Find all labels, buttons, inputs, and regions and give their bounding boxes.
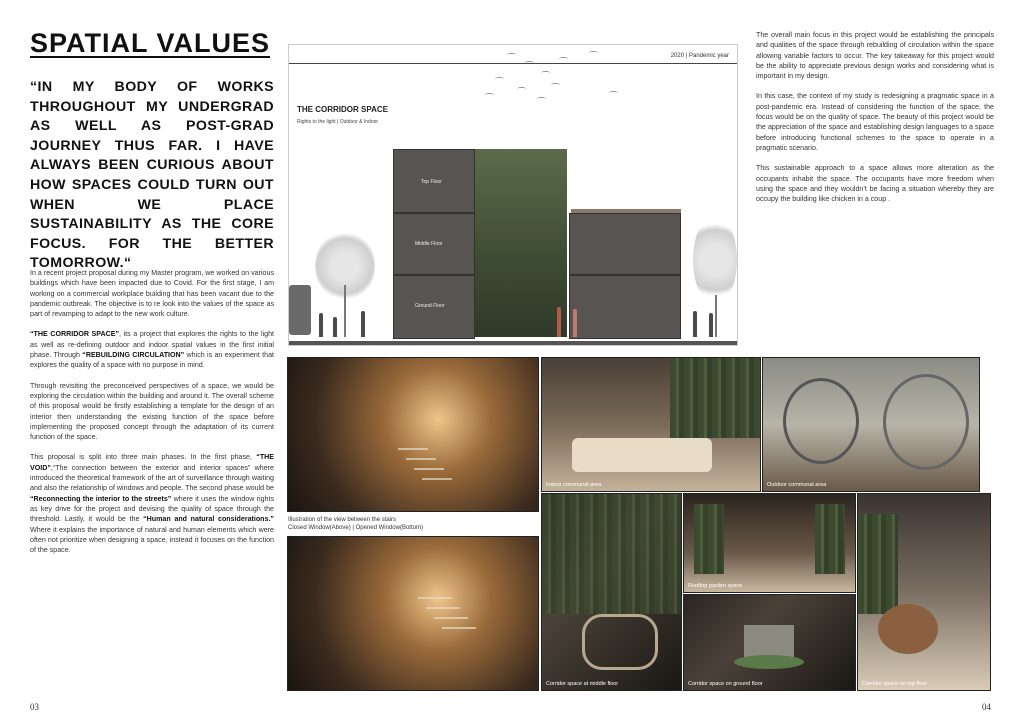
bird-icon: ⌒ <box>507 53 517 63</box>
person-icon <box>361 311 365 337</box>
left-body-text <box>30 268 274 565</box>
section-subtitle: Rights to the light | Outdoor & Indoor <box>297 119 379 125</box>
page-number-left: 03 <box>30 702 39 712</box>
floor-label: Middle Floor <box>415 241 443 247</box>
photo-caption: Rooftop garden space <box>688 583 743 589</box>
photo-caption: Corridor space on ground floor <box>688 681 763 687</box>
middle-floor-corridor-photo <box>541 493 682 691</box>
hanging-chair-icon <box>883 374 969 470</box>
paragraph: Through revisiting the preconceived perspectives of a space, we would be exploring the circulation within the building and around it. The overall scheme of this proposal would be firstly establishing a template for the design of an interior then understanding the existing function of the space before implementing the proposed concept through the adaptation of its current function of the space. <box>30 381 274 442</box>
bird-icon: ⌒ <box>525 61 535 71</box>
person-icon <box>557 307 561 337</box>
section-year: 2020 | Pandemic year <box>670 53 729 59</box>
bird-icon: ⌒ <box>485 93 495 103</box>
bird-icon: ⌒ <box>559 57 569 67</box>
hanging-chair-icon <box>783 378 859 464</box>
ground-line <box>289 341 737 345</box>
rooftop-garden-photo <box>683 493 856 593</box>
photo-caption: Indoor communal area <box>546 482 602 488</box>
lounge-chair-icon <box>582 614 658 670</box>
floor-label: Ground Floor <box>415 303 445 309</box>
bird-icon: ⌒ <box>537 97 547 107</box>
top-floor-corridor-photo <box>857 493 991 691</box>
paragraph: The overall main focus in this project would be establishing the principals and qualities of the space through rebuilding of circulation within the space allowing variable factors to occur. The key takeaway for this project would be the ability to appreciate previous design works and considering what is important in my design. <box>756 31 994 81</box>
tree-icon <box>693 215 737 305</box>
person-icon <box>573 309 577 337</box>
bird-icon: ⌒ <box>609 91 619 101</box>
green-corridor <box>475 149 567 337</box>
person-icon <box>693 311 697 337</box>
bird-icon: ⌒ <box>541 71 551 81</box>
table-icon <box>878 604 938 654</box>
outdoor-communal-photo <box>762 357 980 492</box>
bird-icon: ⌒ <box>495 77 505 87</box>
ground-floor-corridor-photo <box>683 594 856 691</box>
photo-caption: Corridor space at middle floor <box>546 681 619 687</box>
stairs-closed-window-photo <box>287 357 539 512</box>
east-middle-block <box>569 213 681 275</box>
paragraph: This sustainable approach to a space allows more alteration as the occupants inhabit the space. The occupants have more freedom when using the space and they wouldn’t be facing a situation whereby they are occupy the building like chicken in a coup . <box>756 164 994 204</box>
page-number-right: 04 <box>982 702 991 712</box>
paragraph: This proposal is split into three main phases. In the first phase, “THE VOID”,“The connection between the exterior and interior spaces” where introduced the theoretical framework of the art of surveillance through waiting and also the relationship of windows and people. The second phase would be “Reconnecting the interior to the streets” where it uses the window rights as key drive for the project and devising the quality of space through the threshold. Lastly, it would be the “Human and natural considerations.” Where it explains the importance of natural and human elements which were often not prioritize when designing a space, instead it focuses on the function of the space. <box>30 453 275 555</box>
indoor-communal-photo <box>541 357 761 492</box>
paragraph: In a recent project proposal during my Master program, we worked on various buildings which have been impacted due to Covid. For the first stage, I am working on a commercial workplace building that has been vacant due to the pandemic outbreak. The objective is to re look into the values of the space as part of revamping to adapt to the new work culture. <box>30 269 274 319</box>
roof-terrace <box>571 209 681 213</box>
stairs-opened-window-photo <box>287 536 539 691</box>
person-icon <box>709 313 713 337</box>
photo-caption: Corridor space on top floor <box>862 681 928 687</box>
tree-trunk <box>344 285 346 337</box>
floor-label: Top Floor <box>421 179 442 185</box>
paragraph: In this case, the context of my study is redesigning a pragmatic space in a post-pandemic era. Instead of considering the function of the space, the focus would be on the quality of space. The beauty of this project would be the appreciation of the space and establishing design languages to a space before introducing functional schemes to the space to operate in a pragmatic scenario. <box>756 92 994 152</box>
sofa-icon <box>572 438 712 472</box>
paragraph: “THE CORRIDOR SPACE”, its a project that explores the rights to the light as well as re-defining outdoor and indoor spatial values in the first initial phase. Through “REBUILDING CIRCULATION” which is an experiment that explores the quality of a space with no purpose in mind. <box>30 330 274 370</box>
right-body-text <box>756 30 994 214</box>
bird-icon: ⌒ <box>517 87 527 97</box>
section-illustration <box>288 44 738 346</box>
tree-trunk <box>715 295 717 337</box>
bird-icon: ⌒ <box>589 51 599 61</box>
pull-quote: “IN MY BODY OF WORKS THROUGHOUT MY UNDERGRAD AS WELL AS POST-GRAD JOURNEY THUS FAR. I HAVE ALWAYS BEEN CURIOUS ABOUT HOW SPACES COULD TURN OUT WHEN WE PLACE SUSTAINABILITY AS THE CORE FOCUS. FOR THE BETTER TOMORROW.“ <box>30 79 274 272</box>
east-ground-block <box>569 275 681 339</box>
section-title: THE CORRIDOR SPACE <box>297 105 388 114</box>
page-title: SPATIAL VALUES <box>30 28 271 58</box>
person-icon <box>333 317 337 337</box>
bus-icon <box>289 285 311 335</box>
photo-caption: Outdoor communal area <box>767 482 827 488</box>
stairs-caption: Illustration of the view between the stairs Closed Window(Above) | Opened Window(Bottom) <box>288 517 423 531</box>
bird-icon: ⌒ <box>551 83 561 93</box>
person-icon <box>319 313 323 337</box>
